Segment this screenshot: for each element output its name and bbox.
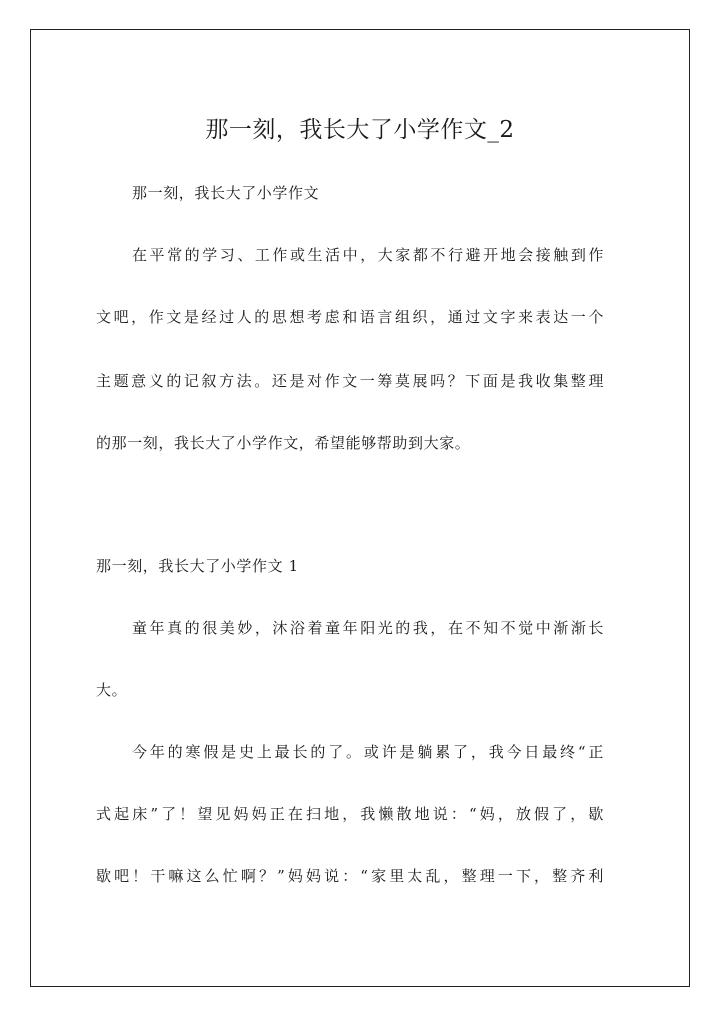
section-heading: 那一刻，我长大了小学作文 1	[96, 557, 299, 575]
document-title: 那一刻，我长大了小学作文_2	[205, 117, 515, 143]
body-line-1: 童年真的很美妙，沐浴着童年阳光的我，在不知不觉中渐渐长	[132, 619, 604, 637]
body-line-5: 歇吧！干嘛这么忙啊？”妈妈说：“家里太乱，整理一下，整齐利	[96, 867, 604, 885]
body-line-2: 大。	[96, 681, 128, 699]
document-subtitle: 那一刻，我长大了小学作文	[132, 184, 320, 202]
body-line-3: 今年的寒假是史上最长的了。或许是躺累了，我今日最终“正	[132, 743, 604, 761]
intro-line-2: 文吧，作文是经过人的思想考虑和语言组织，通过文字来表达一个	[96, 308, 604, 326]
body-line-4: 式起床”了！望见妈妈正在扫地，我懒散地说：“妈，放假了，歇	[96, 805, 604, 823]
intro-line-3: 主题意义的记叙方法。还是对作文一筹莫展吗？下面是我收集整理	[96, 372, 604, 390]
intro-line-4: 的那一刻，我长大了小学作文，希望能够帮助到大家。	[96, 434, 471, 452]
page-border	[30, 29, 690, 987]
intro-line-1: 在平常的学习、工作或生活中，大家都不行避开地会接触到作	[132, 246, 604, 264]
